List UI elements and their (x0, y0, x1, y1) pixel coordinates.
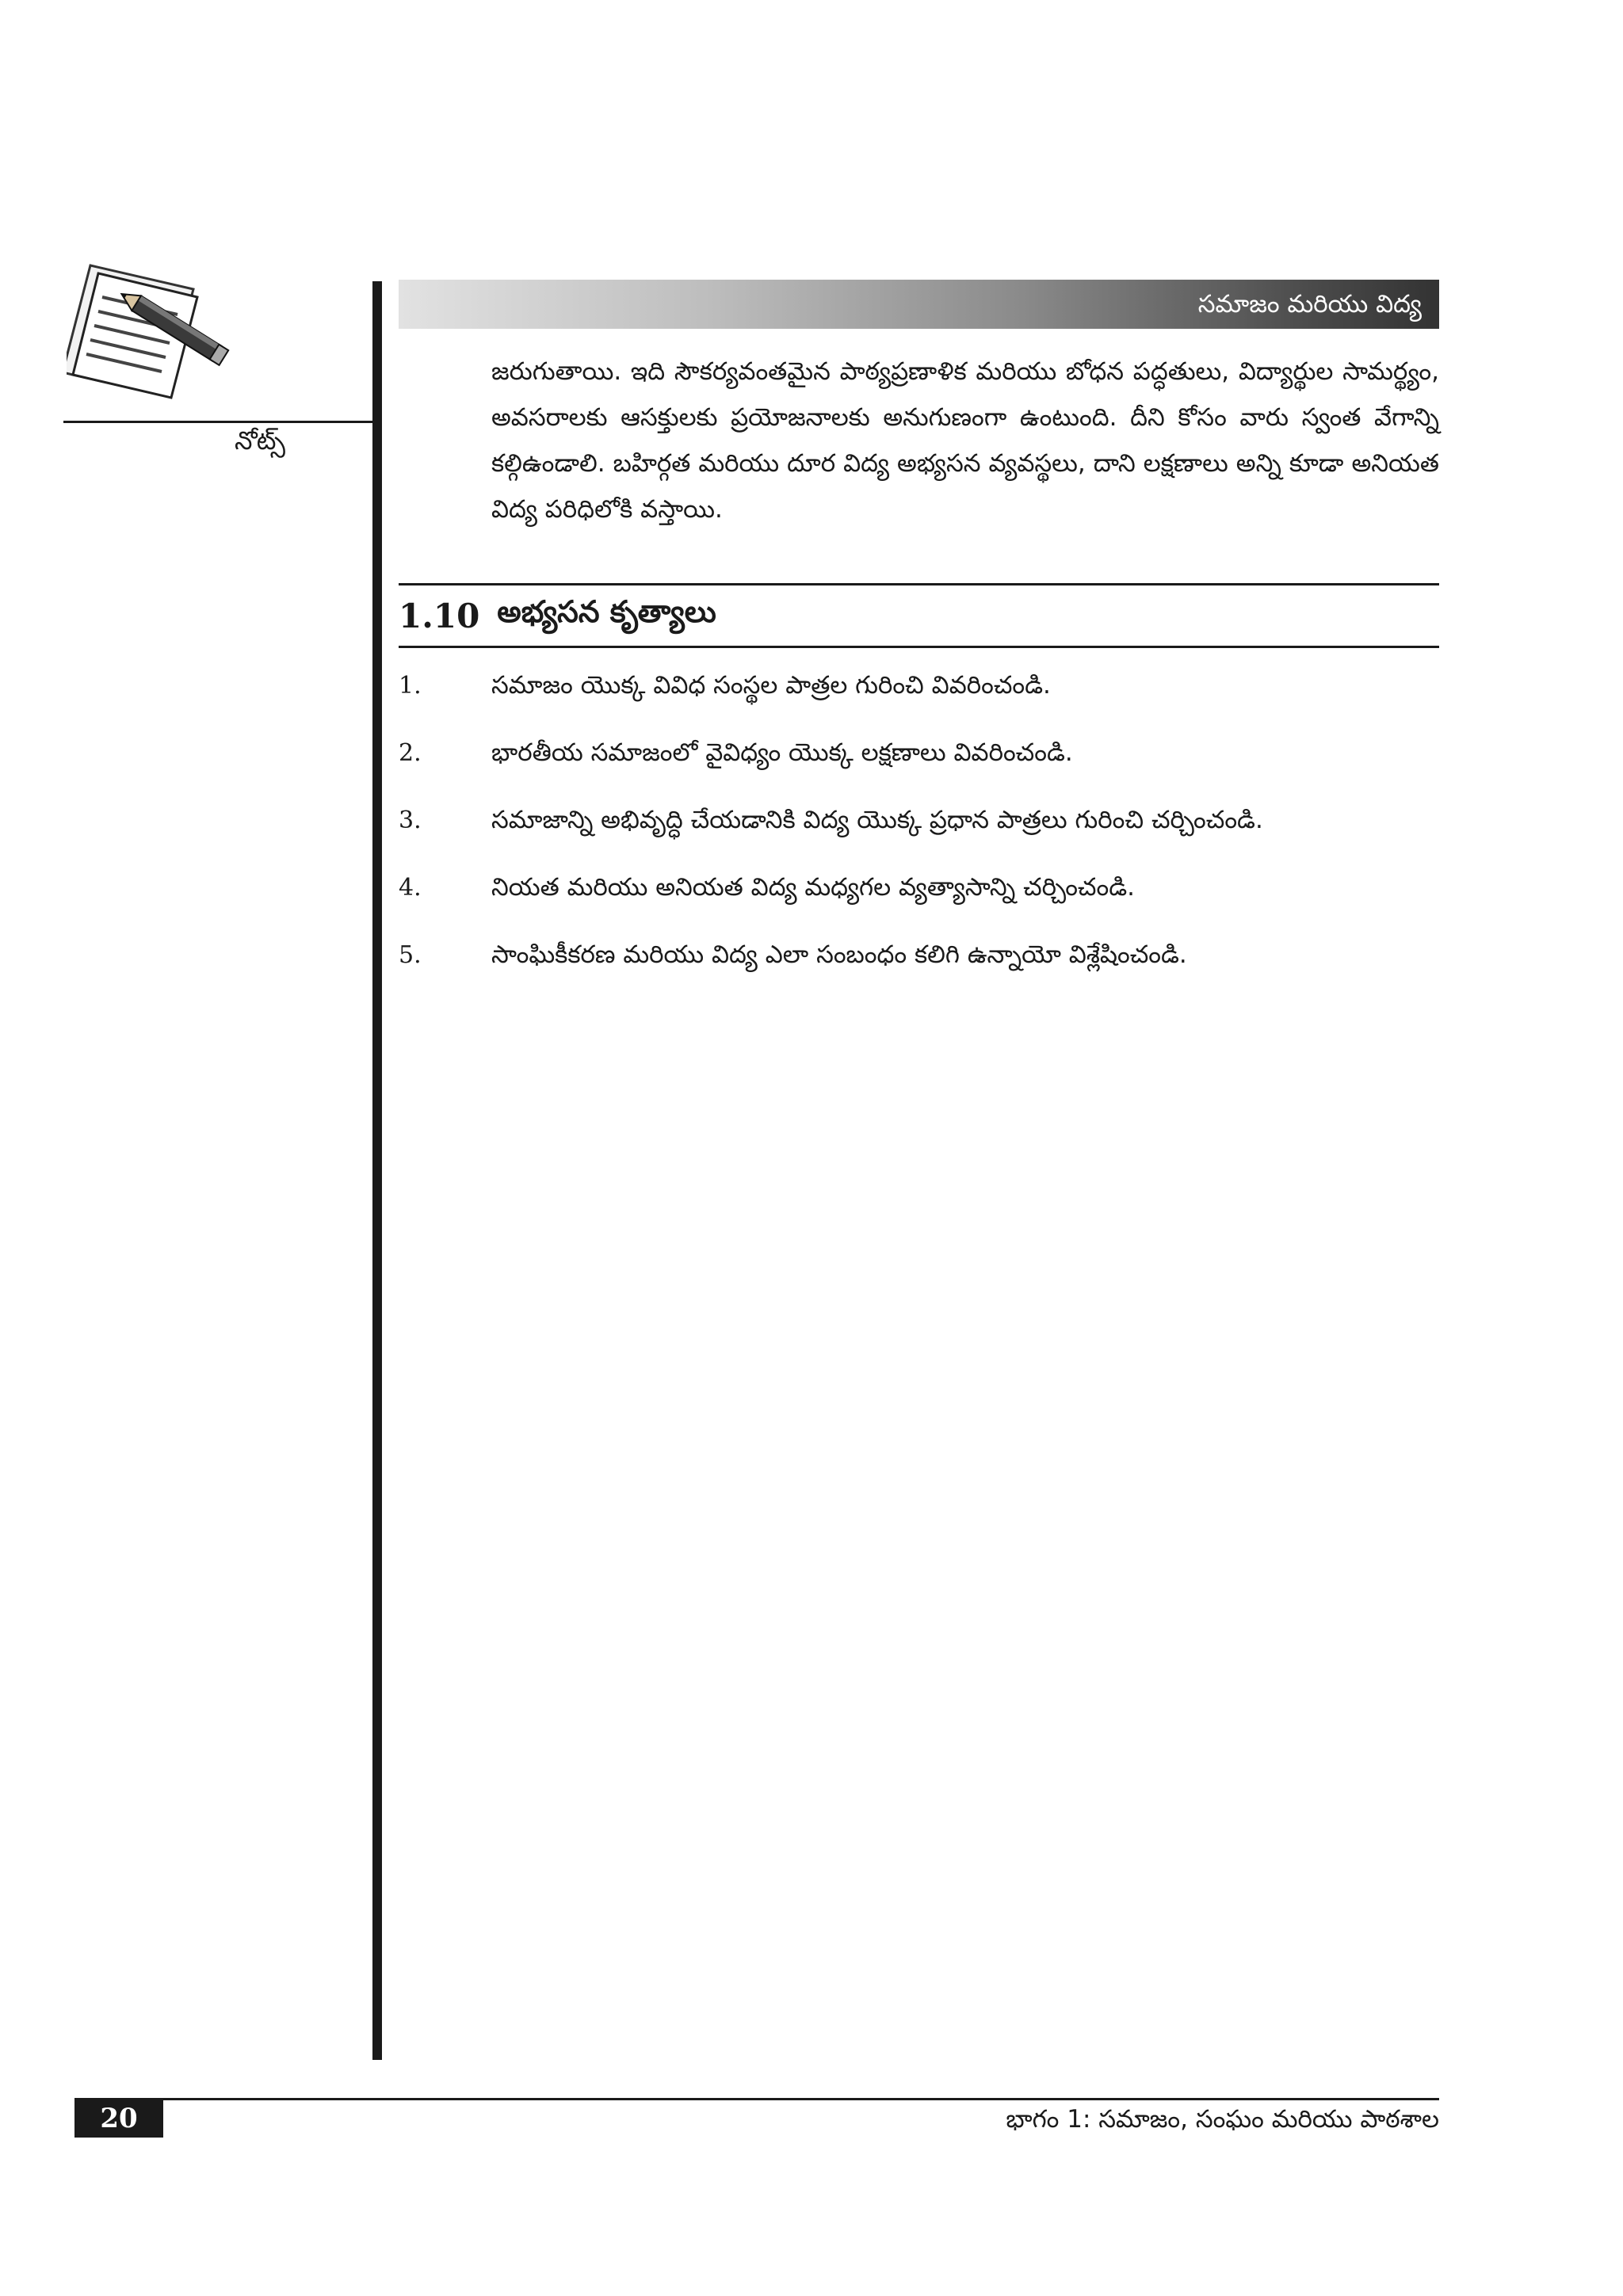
list-item (399, 868, 1439, 935)
list-item-number: 4. (399, 874, 422, 902)
list-item (399, 935, 1439, 1002)
notes-divider (63, 421, 377, 423)
section-number: 1.10 (399, 596, 480, 635)
list-item-text: నియత మరియు అనియత విద్య మధ్యగల వ్యత్యాసాన్ని చర్చించండి. (491, 873, 1135, 902)
list-item-text: భారతీయ సమాజంలో వైవిధ్యం యొక్క లక్షణాలు వివరించండి. (491, 738, 1073, 767)
list-item (399, 733, 1439, 800)
margin-bar (372, 281, 382, 2060)
page-number: 20 (74, 2100, 163, 2138)
list-item-text: సమాజం యొక్క వివిధ సంస్థల పాత్రల గురించి వివరించండి. (491, 671, 1051, 700)
list-item-text: సమాజాన్ని అభివృద్ధి చేయడానికి విద్య యొక్క ప్రధాన పాత్రలు గురించి చర్చించండి. (491, 806, 1263, 834)
intro-paragraph: జరుగుతాయి. ఇది సౌకర్యవంతమైన పాఠ్యప్రణాళిక మరియు బోధన పద్ధతులు, విద్యార్థుల సామర్థ్యం, అవసరాలకు ఆసక్తులకు ప్రయోజనాలకు అనుగుణంగా ఉంటుంది. దీని కోసం వారు స్వంత వేగాన్ని కల్గిఉండాలి. బహిర్గత మరియు దూర విద్య అభ్యసన వ్యవస్థలు, దాని లక్షణాలు అన్ని కూడా అనియత విద్య పరిధిలోకి వస్తాయి. (491, 357, 1439, 524)
list-item (399, 666, 1439, 733)
list-item-number: 5. (399, 941, 422, 969)
section-rule-bottom (399, 646, 1439, 648)
notes-label: నోట్స్ (235, 425, 286, 456)
section-heading (399, 588, 716, 643)
footer-title: భాగం 1: సమాజం, సంఘం మరియు పాఠశాల (1006, 2105, 1439, 2134)
exercise-list (399, 666, 1439, 1002)
list-item-text: సాంఘికీకరణ మరియు విద్య ఎలా సంబంధం కలిగి ఉన్నాయో విశ్లేషించండి. (491, 940, 1187, 969)
list-item-number: 3. (399, 807, 422, 834)
section-title: అభ్యసన కృత్యాలు (497, 594, 716, 629)
section-rule-top (399, 583, 1439, 585)
chapter-header-title: సమాజం మరియు విద్య (1197, 290, 1422, 318)
notes-icon (67, 261, 241, 412)
footer-rule (74, 2098, 1439, 2100)
list-item (399, 800, 1439, 868)
list-item-number: 1. (399, 672, 422, 700)
list-item-number: 2. (399, 739, 422, 767)
chapter-header-band (399, 280, 1439, 329)
